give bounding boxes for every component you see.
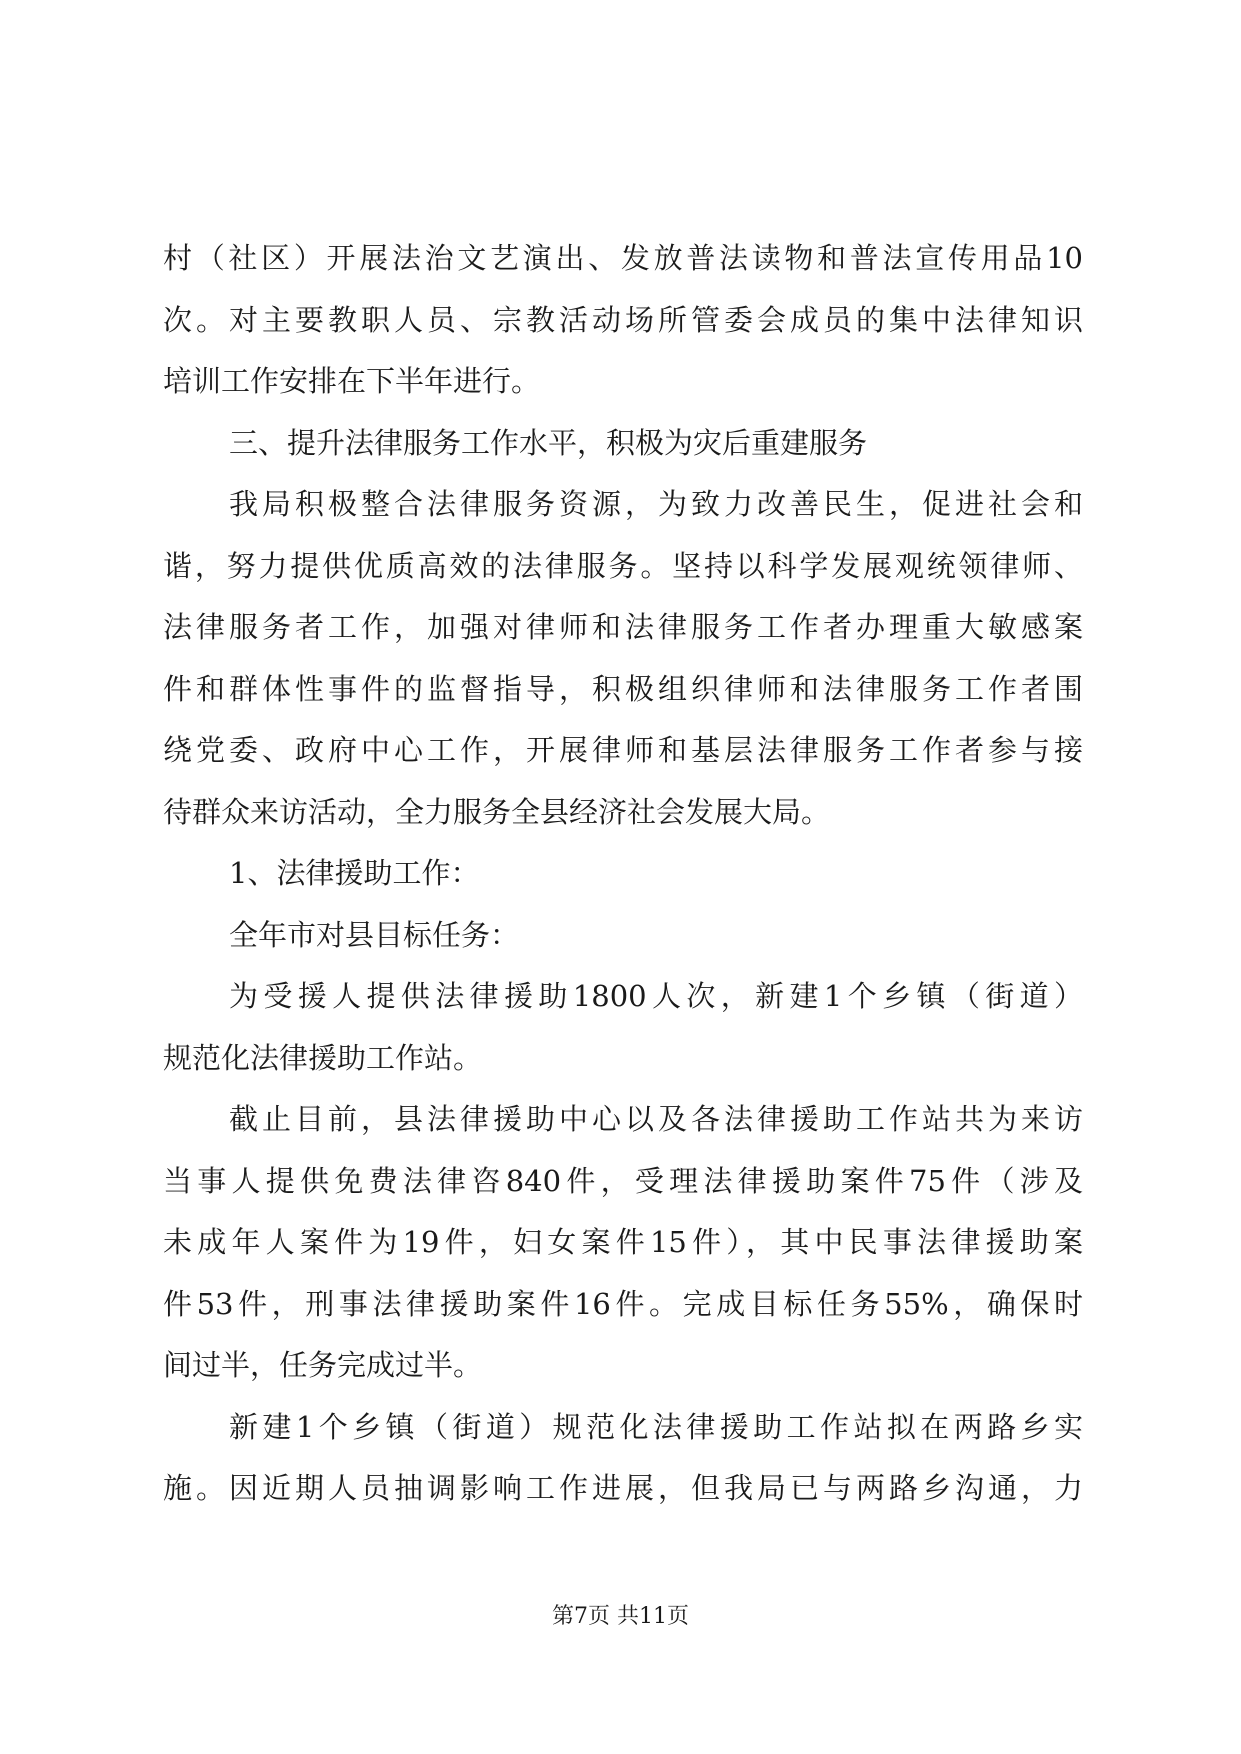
text-line: 件53件，刑事法律援助案件16件。完成目标任务55%，确保时 xyxy=(163,1286,1083,1321)
page-footer: 第7页 共11页 xyxy=(552,1604,689,1629)
text-line: 未成年人案件为19件，妇女案件15件），其中民事法律援助案 xyxy=(163,1225,1083,1259)
text-line: 谐，努力提供优质高效的法律服务。坚持以科学发展观统领律师、 xyxy=(163,548,1083,583)
text-line: 新建1个乡镇（街道）规范化法律援助工作站拟在两路乡实 xyxy=(229,1409,1083,1444)
text-line: 培训工作安排在下半年进行。 xyxy=(163,364,541,398)
text-line: 规范化法律援助工作站。 xyxy=(163,1040,483,1075)
text-line: 三、提升法律服务工作水平，积极为灾后重建服务 xyxy=(229,425,868,460)
text-line: 次。对主要教职人员、宗教活动场所管委会成员的集中法律知识 xyxy=(163,302,1083,337)
text-line: 截止目前，县法律援助中心以及各法律援助工作站共为来访 xyxy=(229,1102,1083,1136)
text-line: 村（社区）开展法治文艺演出、发放普法读物和普法宣传用品10 xyxy=(163,241,1083,275)
document-body xyxy=(163,228,1083,1520)
text-line: 间过半，任务完成过半。 xyxy=(163,1348,483,1382)
text-line: 件和群体性事件的监督指导，积极组织律师和法律服务工作者围 xyxy=(163,671,1083,706)
text-line: 待群众来访活动，全力服务全县经济社会发展大局。 xyxy=(163,794,831,829)
text-line: 施。因近期人员抽调影响工作进展，但我局已与两路乡沟通，力 xyxy=(163,1471,1083,1505)
text-line: 全年市对县目标任务： xyxy=(229,917,520,952)
text-line: 法律服务者工作，加强对律师和法律服务工作者办理重大敏感案 xyxy=(163,610,1083,644)
text-line: 为受援人提供法律援助1800人次，新建1个乡镇（街道） xyxy=(229,979,1083,1013)
text-line: 1、法律援助工作： xyxy=(229,856,480,890)
text-line: 我局积极整合法律服务资源，为致力改善民生，促进社会和 xyxy=(229,487,1083,521)
text-line: 绕党委、政府中心工作，开展律师和基层法律服务工作者参与接 xyxy=(163,733,1083,767)
text-line: 当事人提供免费法律咨840件，受理法律援助案件75件（涉及 xyxy=(163,1163,1083,1198)
